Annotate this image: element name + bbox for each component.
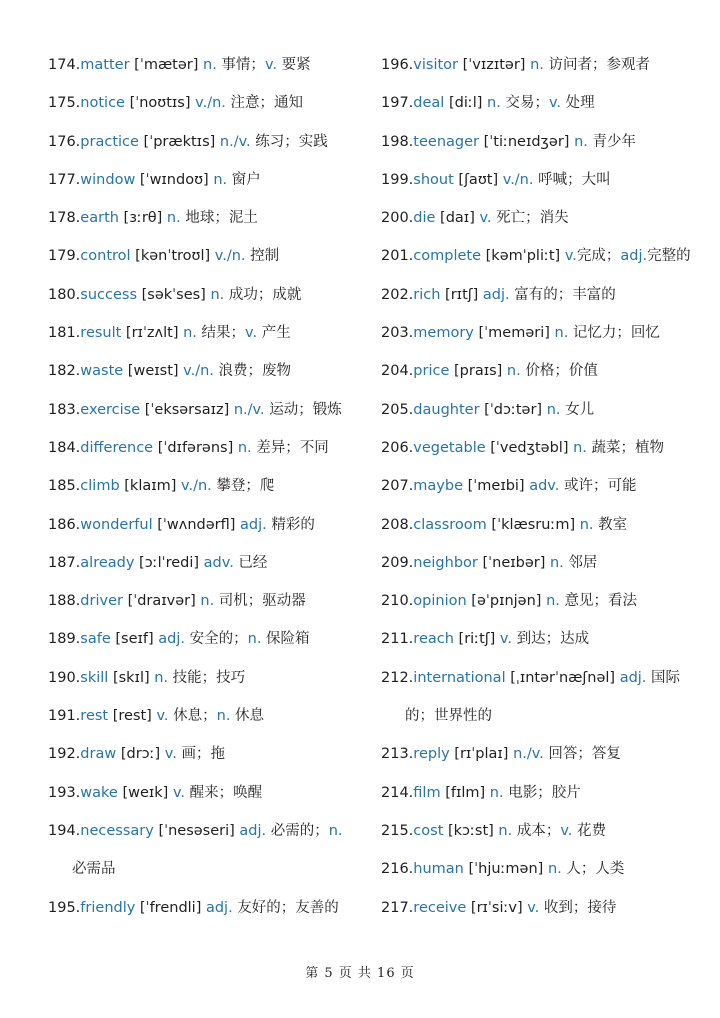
vocab-entry — [381, 850, 696, 888]
entry-number: 215. — [381, 822, 414, 839]
entry-phonetic: [drɔː] — [116, 746, 165, 763]
entry-phonetic: [ˈeksərsaɪz] — [140, 401, 234, 418]
vocab-entry — [381, 314, 696, 352]
entry-number: 206. — [381, 439, 414, 456]
entry-word: opinion — [413, 593, 467, 610]
entry-word: climb — [80, 478, 120, 495]
chinese-meaning: 的；世界性的 — [405, 708, 492, 725]
chinese-meaning: 女儿 — [560, 401, 595, 418]
entry-number: 199. — [381, 171, 414, 188]
entry-phonetic: [riːtʃ] — [453, 631, 500, 648]
part-of-speech: n. — [506, 363, 521, 380]
entry-phonetic: [ˈmeɪbi] — [463, 478, 530, 495]
chinese-meaning: 完成； — [576, 248, 621, 265]
part-of-speech: v./n. — [195, 95, 226, 112]
part-of-speech: adj. — [205, 899, 233, 916]
part-of-speech: v./n. — [181, 478, 212, 495]
part-of-speech: n. — [328, 822, 343, 839]
entry-word: classroom — [413, 516, 487, 533]
entry-number: 186. — [48, 516, 81, 533]
chinese-meaning: 必需品 — [72, 861, 116, 878]
chinese-meaning: 收到；接待 — [539, 899, 617, 916]
part-of-speech: n. — [530, 57, 544, 73]
vocab-entry — [381, 391, 696, 429]
entry-word: driver — [80, 593, 123, 610]
vocab-entry-continuation — [48, 850, 348, 888]
entry-number: 177. — [48, 171, 81, 188]
entry-word: vegetable — [413, 439, 486, 456]
entry-word: window — [80, 171, 136, 188]
entry-phonetic: [rɪˈplaɪ] — [449, 746, 514, 763]
part-of-speech: n. — [210, 286, 225, 303]
chinese-meaning: 休息； — [168, 708, 217, 725]
entry-number: 209. — [381, 554, 414, 571]
vocab-column-right — [381, 46, 696, 927]
chinese-meaning: 窗户 — [227, 171, 261, 188]
entry-number: 216. — [381, 861, 414, 878]
part-of-speech: v. — [564, 248, 577, 265]
entry-number: 210. — [381, 593, 414, 610]
entry-word: draw — [80, 746, 117, 763]
entry-word: matter — [80, 57, 130, 73]
vocab-entry — [381, 582, 696, 620]
vocab-column-left — [48, 46, 348, 927]
entry-number: 188. — [48, 593, 81, 610]
chinese-meaning: 控制 — [245, 248, 280, 265]
chinese-meaning: 富有的；丰富的 — [509, 286, 616, 303]
part-of-speech: v. — [264, 57, 278, 73]
entry-phonetic: [ˈneɪbər] — [477, 554, 550, 571]
entry-number: 185. — [48, 478, 81, 495]
vocab-entry — [48, 84, 348, 122]
entry-phonetic: [ˈfrendli] — [135, 899, 206, 916]
entry-word: human — [413, 861, 464, 878]
entry-number: 203. — [381, 325, 414, 342]
entry-number: 175. — [48, 95, 81, 112]
entry-word: already — [80, 554, 135, 571]
vocab-entry — [48, 506, 348, 544]
vocab-entry — [381, 276, 696, 314]
entry-word: reach — [413, 631, 454, 648]
entry-phonetic: [diːl] — [444, 95, 488, 112]
vocab-entry — [381, 812, 696, 850]
chinese-meaning: 人；人类 — [561, 861, 625, 878]
entry-word: teenager — [413, 133, 479, 150]
vocab-entry — [48, 735, 348, 773]
entry-word: safe — [80, 631, 111, 648]
vocab-entry — [48, 276, 348, 314]
entry-word: die — [413, 210, 436, 227]
chinese-meaning: 完整的 — [647, 248, 691, 265]
vocab-entry — [381, 544, 696, 582]
part-of-speech: v. — [527, 899, 540, 916]
entry-number: 213. — [381, 746, 414, 763]
vocab-entry — [48, 46, 348, 84]
chinese-meaning: 司机；驱动器 — [214, 593, 306, 610]
entry-word: wonderful — [80, 516, 153, 533]
part-of-speech: n. — [573, 439, 587, 456]
entry-number: 174. — [48, 57, 81, 73]
chinese-meaning: 保险箱 — [261, 631, 310, 648]
part-of-speech: n. — [200, 593, 215, 610]
part-of-speech: v. — [245, 325, 258, 342]
vocab-entry — [381, 735, 696, 773]
chinese-meaning: 交易； — [500, 95, 549, 112]
vocab-entry — [48, 237, 348, 275]
vocab-entry — [48, 391, 348, 429]
entry-number: 193. — [48, 784, 81, 801]
chinese-meaning: 成功；成就 — [224, 286, 302, 303]
chinese-meaning: 死亡；消失 — [491, 210, 569, 227]
entry-phonetic: [ˈwʌndərfl] — [152, 516, 241, 533]
entry-phonetic: [weɪk] — [117, 784, 173, 801]
part-of-speech: adj. — [482, 286, 510, 303]
chinese-meaning: 产生 — [257, 325, 291, 342]
part-of-speech: n. — [203, 57, 217, 73]
chinese-meaning: 浪费；废物 — [213, 363, 292, 380]
entry-word: memory — [413, 325, 474, 342]
entry-phonetic: [səkˈses] — [137, 286, 211, 303]
chinese-meaning: 休息 — [230, 708, 265, 725]
entry-phonetic: [ˈvedʒtəbl] — [485, 439, 574, 456]
entry-number: 214. — [381, 784, 414, 801]
vocab-entry — [48, 467, 348, 505]
part-of-speech: adj. — [240, 516, 267, 533]
chinese-meaning: 精彩的 — [266, 516, 315, 533]
entry-number: 178. — [48, 210, 81, 227]
entry-word: success — [80, 286, 138, 303]
entry-word: shout — [413, 171, 454, 188]
part-of-speech: n. — [489, 784, 504, 801]
entry-word: notice — [80, 95, 125, 112]
vocab-entry — [48, 429, 348, 467]
part-of-speech: n. — [546, 401, 561, 418]
entry-word: result — [80, 325, 122, 342]
chinese-meaning: 运动；锻炼 — [264, 401, 342, 418]
part-of-speech: v. — [156, 708, 169, 725]
chinese-meaning: 价格；价值 — [520, 363, 598, 380]
vocab-entry — [381, 161, 696, 199]
entry-number: 176. — [48, 133, 81, 150]
chinese-meaning: 画；拖 — [176, 746, 225, 763]
entry-word: complete — [413, 248, 482, 265]
entry-number: 192. — [48, 746, 81, 763]
entry-phonetic: [ˈtiːneɪdʒər] — [479, 133, 575, 150]
entry-phonetic: [ɜːrθ] — [118, 210, 167, 227]
chinese-meaning: 差异；不同 — [251, 439, 329, 456]
entry-word: control — [80, 248, 131, 265]
entry-number: 217. — [381, 899, 414, 916]
chinese-meaning: 青少年 — [587, 133, 637, 150]
part-of-speech: n./v. — [219, 133, 251, 150]
entry-number: 180. — [48, 286, 81, 303]
entry-word: price — [413, 363, 450, 380]
part-of-speech: n. — [579, 516, 594, 533]
entry-word: skill — [80, 669, 109, 686]
entry-phonetic: [daɪ] — [435, 210, 480, 227]
entry-phonetic: [ˈpræktɪs] — [138, 133, 220, 150]
entry-word: reply — [413, 746, 450, 763]
entry-number: 189. — [48, 631, 81, 648]
vocab-entry — [381, 659, 696, 697]
chinese-meaning: 要紧 — [277, 57, 311, 73]
part-of-speech: n. — [213, 171, 228, 188]
vocab-entry — [48, 812, 348, 850]
vocab-entry — [48, 659, 348, 697]
vocab-entry — [48, 889, 348, 927]
part-of-speech: n. — [574, 133, 588, 150]
entry-number: 212. — [381, 669, 414, 686]
vocab-entry — [381, 123, 696, 161]
entry-phonetic: [ɔːlˈredi] — [134, 554, 204, 571]
vocab-entry — [48, 697, 348, 735]
entry-number: 184. — [48, 439, 81, 456]
entry-word: friendly — [80, 899, 136, 916]
entry-phonetic: [ˌɪntərˈnæʃnəl] — [505, 669, 620, 686]
entry-number: 182. — [48, 363, 81, 380]
vocab-entry — [381, 237, 696, 275]
vocab-entry — [48, 582, 348, 620]
entry-number: 179. — [48, 248, 81, 265]
part-of-speech: adv. — [529, 478, 560, 495]
entry-phonetic: [ʃaʊt] — [453, 171, 503, 188]
entry-number: 198. — [381, 133, 414, 150]
part-of-speech: n. — [487, 95, 501, 112]
entry-word: visitor — [413, 57, 459, 73]
vocab-entry — [381, 46, 696, 84]
entry-phonetic: [rest] — [108, 708, 157, 725]
part-of-speech: n. — [554, 325, 569, 342]
entry-phonetic: [əˈpɪnjən] — [466, 593, 547, 610]
entry-word: deal — [413, 95, 445, 112]
entry-number: 187. — [48, 554, 81, 571]
part-of-speech: v. — [479, 210, 492, 227]
vocab-entry — [381, 352, 696, 390]
entry-number: 196. — [381, 57, 414, 73]
chinese-meaning: 回答；答复 — [543, 746, 621, 763]
entry-phonetic: [ˈnoʊtɪs] — [124, 95, 196, 112]
chinese-meaning: 蔬菜；植物 — [586, 439, 665, 456]
entry-phonetic: [ˈmætər] — [129, 57, 204, 73]
entry-phonetic: [rɪˈzʌlt] — [121, 325, 184, 342]
entry-number: 197. — [381, 95, 414, 112]
chinese-meaning: 成本； — [512, 822, 561, 839]
chinese-meaning: 邻居 — [563, 554, 598, 571]
entry-number: 211. — [381, 631, 414, 648]
part-of-speech: n. — [247, 631, 262, 648]
chinese-meaning: 事情； — [216, 57, 265, 73]
part-of-speech: n./v. — [233, 401, 265, 418]
chinese-meaning: 地球；泥土 — [180, 210, 258, 227]
part-of-speech: v. — [172, 784, 186, 801]
chinese-meaning: 国际 — [646, 669, 681, 686]
part-of-speech: n. — [549, 554, 564, 571]
vocab-entry — [48, 774, 348, 812]
part-of-speech: n. — [547, 861, 562, 878]
entry-word: difference — [80, 439, 154, 456]
entry-number: 183. — [48, 401, 81, 418]
part-of-speech: n. — [237, 439, 252, 456]
entry-phonetic: [klaɪm] — [119, 478, 182, 495]
part-of-speech: n./v. — [513, 746, 544, 763]
vocab-entry — [381, 84, 696, 122]
part-of-speech: adj. — [619, 669, 647, 686]
entry-number: 204. — [381, 363, 414, 380]
part-of-speech: v./n. — [214, 248, 246, 265]
vocab-entry — [48, 352, 348, 390]
part-of-speech: v. — [499, 631, 512, 648]
chinese-meaning: 教室 — [593, 516, 628, 533]
chinese-meaning: 攀登；爬 — [211, 478, 275, 495]
entry-phonetic: [ˈwɪndoʊ] — [135, 171, 214, 188]
part-of-speech: v./n. — [502, 171, 534, 188]
entry-number: 207. — [381, 478, 414, 495]
vocab-entry — [48, 161, 348, 199]
vocab-entry — [381, 889, 696, 927]
part-of-speech: n. — [154, 669, 169, 686]
entry-number: 202. — [381, 286, 414, 303]
chinese-meaning: 电影；胶片 — [503, 784, 581, 801]
entry-phonetic: [ˈdraɪvər] — [122, 593, 201, 610]
entry-phonetic: [ˈdɪfərəns] — [153, 439, 238, 456]
vocab-entry — [381, 429, 696, 467]
chinese-meaning: 注意；通知 — [225, 95, 303, 112]
part-of-speech: v. — [560, 822, 573, 839]
vocab-entry — [48, 620, 348, 658]
entry-phonetic: [skɪl] — [108, 669, 155, 686]
chinese-meaning: 意见；看法 — [559, 593, 637, 610]
vocab-entry — [381, 620, 696, 658]
entry-word: international — [413, 669, 506, 686]
entry-number: 201. — [381, 248, 414, 265]
entry-phonetic: [seɪf] — [110, 631, 159, 648]
entry-phonetic: [rɪtʃ] — [440, 286, 483, 303]
entry-word: rich — [413, 286, 441, 303]
entry-phonetic: [ˈhjuːmən] — [463, 861, 548, 878]
vocab-entry — [381, 467, 696, 505]
chinese-meaning: 记忆力；回忆 — [568, 325, 660, 342]
entry-phonetic: [ˈklæsruːm] — [486, 516, 580, 533]
part-of-speech: v./n. — [183, 363, 214, 380]
entry-phonetic: [ˈvɪzɪtər] — [458, 57, 531, 73]
chinese-meaning: 技能；技巧 — [168, 669, 246, 686]
entry-phonetic: [kɔːst] — [443, 822, 499, 839]
entry-word: neighbor — [413, 554, 478, 571]
entry-number: 208. — [381, 516, 414, 533]
entry-phonetic: [ˈmeməri] — [473, 325, 555, 342]
entry-number: 194. — [48, 822, 81, 839]
entry-phonetic: [rɪˈsiːv] — [466, 899, 528, 916]
vocab-entry — [381, 506, 696, 544]
vocab-entry — [48, 199, 348, 237]
entry-number: 205. — [381, 401, 414, 418]
part-of-speech: n. — [183, 325, 197, 342]
chinese-meaning: 到达；达成 — [511, 631, 590, 648]
entry-number: 191. — [48, 708, 81, 725]
part-of-speech: n. — [166, 210, 181, 227]
entry-word: wake — [80, 784, 118, 801]
entry-number: 200. — [381, 210, 414, 227]
chinese-meaning: 访问者；参观者 — [543, 57, 650, 73]
entry-number: 181. — [48, 325, 81, 342]
chinese-meaning: 结果； — [196, 325, 246, 342]
entry-word: rest — [80, 708, 109, 725]
vocab-entry — [48, 314, 348, 352]
part-of-speech: adv. — [203, 554, 234, 571]
chinese-meaning: 呼喊；大叫 — [533, 171, 611, 188]
chinese-meaning: 醒来；唤醒 — [185, 784, 263, 801]
chinese-meaning: 友好的；友善的 — [232, 899, 339, 916]
part-of-speech: v. — [548, 95, 562, 112]
entry-word: practice — [80, 133, 139, 150]
entry-phonetic: [fɪlm] — [440, 784, 490, 801]
part-of-speech: adj. — [620, 248, 648, 265]
part-of-speech: adj. — [158, 631, 186, 648]
entry-phonetic: [ˈnesəseri] — [153, 822, 240, 839]
chinese-meaning: 处理 — [561, 95, 595, 112]
entry-word: receive — [413, 899, 467, 916]
entry-number: 190. — [48, 669, 81, 686]
chinese-meaning: 安全的； — [185, 631, 248, 648]
vocab-entry-continuation — [381, 697, 696, 735]
chinese-meaning: 必需的； — [266, 822, 329, 839]
vocab-entry — [48, 123, 348, 161]
chinese-meaning: 或许；可能 — [559, 478, 637, 495]
entry-phonetic: [weɪst] — [123, 363, 184, 380]
entry-word: waste — [80, 363, 124, 380]
entry-number: 195. — [48, 899, 81, 916]
part-of-speech: n. — [216, 708, 231, 725]
entry-word: daughter — [413, 401, 480, 418]
entry-word: cost — [413, 822, 444, 839]
part-of-speech: v. — [164, 746, 177, 763]
chinese-meaning: 花费 — [572, 822, 607, 839]
entry-word: necessary — [80, 822, 154, 839]
entry-phonetic: [kəmˈpliːt] — [481, 248, 565, 265]
entry-phonetic: [kənˈtroʊl] — [130, 248, 215, 265]
entry-word: maybe — [413, 478, 464, 495]
vocab-entry — [381, 199, 696, 237]
chinese-meaning: 练习；实践 — [250, 133, 328, 150]
part-of-speech: n. — [498, 822, 513, 839]
part-of-speech: adj. — [239, 822, 267, 839]
entry-phonetic: [ˈdɔːtər] — [479, 401, 547, 418]
vocab-entry — [381, 774, 696, 812]
page-footer: 第 5 页 共 16 页 — [305, 966, 415, 981]
vocab-entry — [48, 544, 348, 582]
entry-word: exercise — [80, 401, 141, 418]
chinese-meaning: 已经 — [233, 554, 268, 571]
entry-phonetic: [praɪs] — [449, 363, 507, 380]
entry-word: film — [413, 784, 441, 801]
part-of-speech: n. — [546, 593, 560, 610]
entry-word: earth — [80, 210, 119, 227]
